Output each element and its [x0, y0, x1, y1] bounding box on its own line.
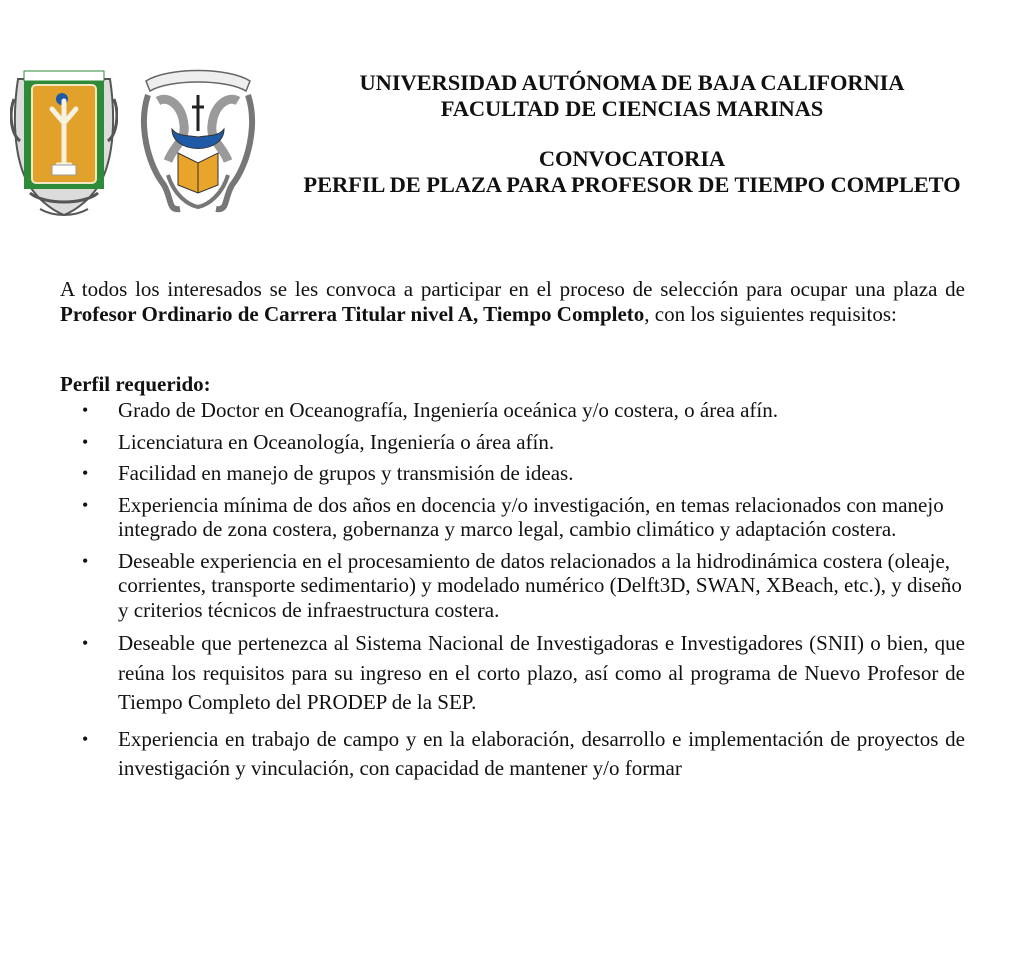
requirement-text: Experiencia en trabajo de campo y en la elaboración, desarrollo e implementación de proyectos de investigación y vinculación, con capacidad de mantener y/o formar [118, 726, 965, 780]
bullet-icon: • [82, 431, 89, 452]
requirement-item [60, 725, 965, 784]
intro-text-end: , con los siguientes requisitos: [644, 301, 897, 326]
document-header [262, 70, 1002, 198]
faculty-name: FACULTAD DE CIENCIAS MARINAS [440, 96, 824, 121]
requirement-item [60, 430, 965, 455]
bullet-icon: • [82, 633, 89, 653]
requirement-text: Grado de Doctor en Oceanografía, Ingeniería oceánica y/o costera, o área afín. [118, 398, 778, 422]
requirement-item [60, 493, 965, 542]
requirement-text: Licenciatura en Oceanología, Ingeniería o área afín. [118, 429, 555, 454]
requirement-item [60, 549, 965, 623]
intro-paragraph [60, 277, 965, 326]
requirement-item [60, 461, 965, 486]
profile-section-title: Perfil requerido: [60, 372, 211, 396]
bullet-icon: • [82, 550, 89, 571]
requirement-text: Deseable experiencia en el procesamiento de datos relacionados a la hidrodinámica costera (oleaje, corrientes, transporte sedimentario) y modelado numérico (Delft3D, SWAN, XBeach, etc.), y diseño y criterios técnicos de infraestructura costera. [118, 548, 962, 622]
requirement-item [60, 629, 965, 718]
bullet-icon: • [82, 728, 89, 749]
bullet-icon: • [82, 463, 89, 483]
ciencias-marinas-logo [138, 65, 258, 215]
university-name: UNIVERSIDAD AUTÓNOMA DE BAJA CALIFORNIA [359, 70, 905, 95]
requirement-item [60, 398, 965, 423]
intro-text: A todos los interesados se les convoca a participar en el proceso de selección para ocupar una plaza de [60, 277, 965, 301]
bullet-icon: • [82, 400, 89, 420]
requirement-text: Experiencia mínima de dos años en docencia y/o investigación, en temas relacionados con manejo integrado de zona costera, gobernanza y marco legal, cambio climático y adaptación costera. [118, 492, 944, 541]
uabc-shield-logo [10, 65, 118, 219]
document-subject: PERFIL DE PLAZA PARA PROFESOR DE TIEMPO COMPLETO [303, 172, 961, 197]
requirements-list [60, 398, 965, 784]
requirement-text: Deseable que pertenezca al Sistema Nacional de Investigadoras e Investigadores (SNII) o bien, que reúna los requisitos para su ingreso en el corto plazo, así como al programa de Nuevo Profesor de Tiempo Completo del PRODEP de la SEP. [118, 631, 965, 714]
requirement-text: Facilidad en manejo de grupos y transmisión de ideas. [118, 461, 574, 485]
document-body [60, 277, 965, 791]
bullet-icon: • [82, 494, 89, 515]
position-title: Profesor Ordinario de Carrera Titular nivel A, Tiempo Completo [60, 301, 645, 326]
document-type: CONVOCATORIA [538, 146, 726, 171]
